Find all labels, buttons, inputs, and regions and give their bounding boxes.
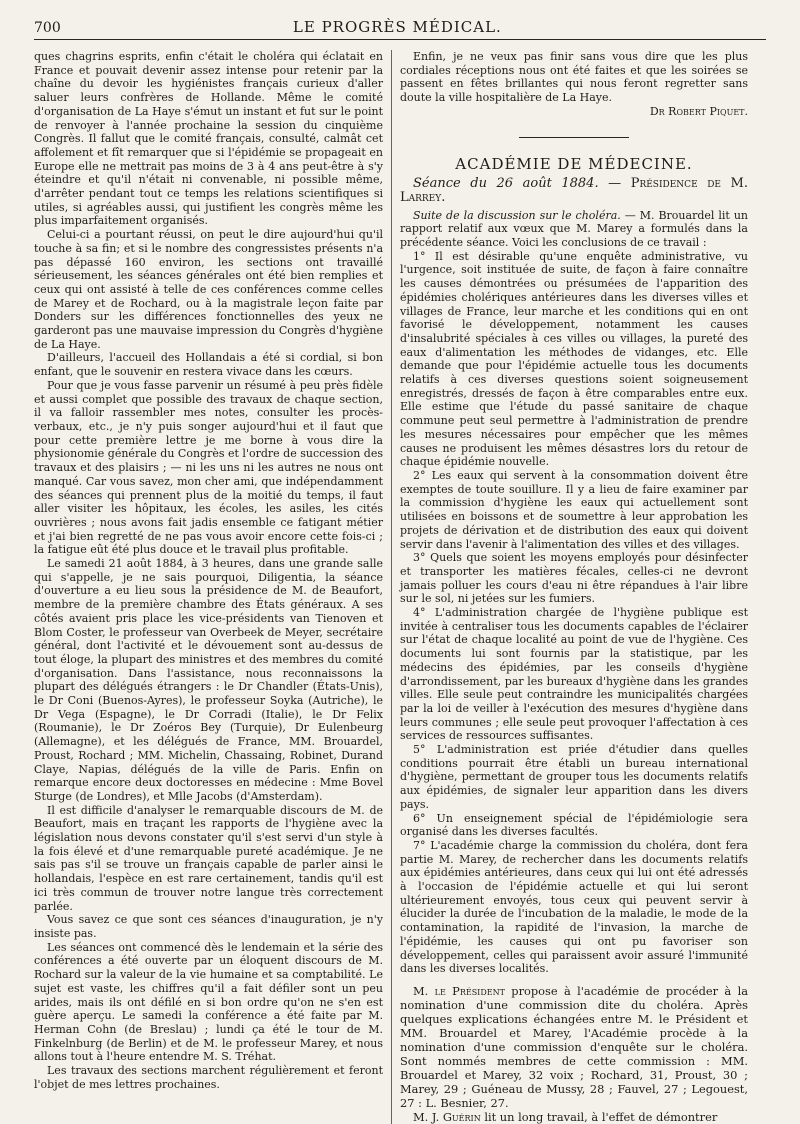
motion-paragraph <box>400 984 748 1110</box>
conclusion-item: 2° Les eaux qui servent à la consommation doivent être exemptes de toute souillure. Il y a lieu de faire examiner par la commission d'hygiène les eaux qui actuellement sont utilisées en boissons et de soumettre à leur approbation les projets de dérivation et de distribution des eaux qui doivent servir dans l'avenir à l'alimentation des villes et des villages. <box>400 468 748 551</box>
discussion-heading: Suite de la discussion sur le choléra. <box>413 208 621 222</box>
closing-text: Enfin, je ne veux pas finir sans vous dire que les plus cordiales réceptions nous ont été faites et que les soirées se passent en fêtes brillantes qui nous feront regretter sans doute la ville hospitalière de La Haye. <box>400 50 748 105</box>
final-text: lit un long travail, à l'effet de démontrer <box>484 1110 718 1124</box>
paragraph: Celui-ci a pourtant réussi, on peut le dire aujourd'hui qu'il touche à sa fin; et si le nombre des congressistes présents n'a pas dépassé 160 environ, les sections ont travaillé sérieusement, les séances générales ont été bien remplies et ceux qui ont assisté à telle de ces conférences comme celles de Marey et de Rochard, ou à la magistrale leçon faite par Donders sur les différences fonctionnelles des yeux ne garderont pas une mauvaise impression du Congrès d'hygiène de La Haye. <box>34 228 383 351</box>
left-column <box>34 50 391 1124</box>
header-rule <box>34 39 766 40</box>
conclusion-item: 1° Il est désirable qu'une enquête administrative, vu l'urgence, soit instituée de suite, de façon à faire connaître les causes démontrées ou présumées de l'apparition des épidémies cholériques antérieures dans les diverses villes et villages de France, leur marche et les conditions qui en ont favorisé le développement, notamment les causes d'insalubrité spéciales à ces villes ou villages, la pureté des eaux d'alimentation les méthodes de vidanges, etc. Elle demande que pour l'épidémie actuelle tous les documents relatifs à ces diverses questions soient soigneusement enregistrés, dressés de façon à être comparables entre eux. Elle estime que l'étude du passé sanitaire de chaque commune peut seul permettre à l'administration de prendre les mesures nécessaires pour empêcher que les mêmes causes ne produisent les mêmes désastres lors du retour de chaque épidémie nouvelle. <box>400 249 748 469</box>
paragraph: D'ailleurs, l'accueil des Hollandais a été si cordial, si bon enfant, que le souvenir en restera vivace dans les cœurs. <box>34 351 383 379</box>
seance-line <box>400 177 748 204</box>
conclusion-item: 4° L'administration chargée de l'hygiène publique est invitée à centraliser tous les documents capables de l'éclairer sur l'état de chaque localité au point de vue de l'hygiène. Ces documents lui sont fournis par la statistique, par les médecins des épidémies, par les conseils d'hygiène d'arrondissement, par les bureaux d'hygiène dans les grandes villes. Elle seule peut contraindre les municipalités chargées par la loi de veiller à l'exécution des mesures d'hygiène dans leurs communes ; elle seule peut provoquer l'affectation à ces services de ressources suffisantes. <box>400 606 748 743</box>
closing-paragraph <box>400 50 748 119</box>
conclusion-item: 7° L'académie charge la commission du choléra, dont fera partie M. Marey, de rechercher dans les documents relatifs aux épidémies antérieures, dans ceux qui lui ont été adressés à l'occasion de l'épidémie actuelle et qui lui seront ultérieurement envoyés, tous ceux qui peuvent servir à élucider la durée de l'incubation de la maladie, le mode de la contamination, la rapidité de l'invasion, la marche de l'épidémie, les causes qui ont pu favoriser son développement, celles qui paraissent avoir assuré l'immunité dans les diverses localités. <box>400 838 748 976</box>
paragraph: Il est difficile d'analyser le remarquable discours de M. de Beaufort, mais en traçant les rapports de l'hygiène avec la législation nous devons constater qu'il s'est servi d'un style à la fois élevé et d'une remarquable pureté académique. Je ne sais pas s'il se trouve un français capable de parler ainsi le hollandais, l'espèce en est rare certainement, tandis qu'il est ici très commun de trouver notre langue très correctement parlée. <box>34 803 383 913</box>
final-paragraph <box>400 1110 748 1124</box>
report-intro-text: — M. Brouardel lit un rapport relatif aux vœux que M. Marey a formulés dans la précédente séance. Voici les conclusions de ce travail : <box>400 208 748 250</box>
conclusion-item: 5° L'administration est priée d'étudier dans quelles conditions pourrait être établi un bureau international d'hygiène, permettant de grouper tous les documents relatifs aux épidémies, de signaler leur apparition dans les divers pays. <box>400 743 748 811</box>
paragraph: Vous savez ce que sont ces séances d'inauguration, je n'y insiste pas. <box>34 913 383 940</box>
report-intro <box>400 209 748 250</box>
conclusions-list <box>400 250 748 976</box>
section-title: ACADÉMIE DE MÉDECINE. <box>455 154 693 173</box>
motion-speaker: M. le Président <box>413 984 505 998</box>
paragraph: Pour que je vous fasse parvenir un résumé à peu près fidèle et aussi complet que possible des travaux de chaque section, il va falloir rassembler mes notes, consulter les procès-verbaux, etc., je n'y puis songer aujourd'hui et il faut que pour cette première lettre je me borne à vous dire la physionomie générale du Congrès et l'ordre de succession des travaux et des plaisirs ; — ni les uns ni les autres ne nous ont manqué. Car vous savez, mon cher ami, que indépendamment des séances qui prennent plus de la moitié du temps, il faut aller visiter les hôpitaux, les écoles, les asiles, les cités ouvrières ; nous avons fait jadis ensemble ce fatigant métier et j'ai bien regretté de ne pas vous avoir encore cette fois-ci ; la fatigue eût été plus douce et le travail plus profitable. <box>34 378 383 557</box>
paragraph: Les travaux des sections marchent régulièrement et feront l'objet de mes lettres prochaines. <box>34 1064 383 1091</box>
final-speaker: M. J. Guérin <box>413 1110 481 1124</box>
conclusion-item: 3° Quels que soient les moyens employés pour désinfecter et transporter les matières fécales, celles-ci ne devront jamais polluer les cours d'eau ni être répandues à l'air libre sur le sol, ni jetées sur les fumiers. <box>400 551 748 606</box>
paragraph: Les séances ont commencé dès le lendemain et la série des conférences a été ouverte par un éloquent discours de M. Rochard sur la valeur de la vie humaine et sa comptabilité. Le sujet est vaste, les chiffres qu'il a fait défiler sont un peu arides, mais ils ont défilé en si bon ordre qu'on ne s'en est guère aperçu. Le samedi la conférence a été faite par M. Herman Cohn (de Breslau) ; lundi ça été le tour de M. Finkelnburg (de Berlin) et de M. le professeur Marey, et nous allons tout à l'heure entendre M. S. Tréhat. <box>34 940 383 1064</box>
two-column-body <box>34 50 766 1124</box>
paragraph: Le samedi 21 août 1884, à 3 heures, dans une grande salle qui s'appelle, je ne sais pourquoi, Diligentia, la séance d'ouverture a eu lieu sous la présidence de M. de Beaufort, membre de la première chambre des États généraux. A ses côtés avaient pris place les vice-présidents van Tienoven et Blom Coster, le professeur van Overbeek de Meyer, secrétaire général, dont l'activité et le dévouement sont au-dessus de tout éloge, la plupart des ministres et des membres du comité d'organisation. Dans l'assistance, nous reconnaissons la plupart des délégués étrangers : le Dr Chandler (États-Unis), le Dr Coni (Buenos-Ayres), le professeur Soyka (Autriche), le Dr Vega (Espagne), le Dr Corradi (Italie), le Dr Felix (Roumanie), le Dr Zoéros Bey (Turquie), Dr Eulenbeurg (Allemagne), et les délégués de France, MM. Brouardel, Proust, Rochard ; MM. Michelin, Chassaing, Robinet, Durand Claye, Napias, délégués de la ville de Paris. Enfin on remarque encore deux doctoresses en médecine : Mme Bovel Sturge (de Londres), et Mlle Jacobs (d'Amsterdam). <box>34 557 383 803</box>
page-number: 700 <box>34 20 61 36</box>
section-separator <box>519 137 629 138</box>
motion-text: propose à l'académie de procéder à la nomination d'une commission dite du choléra. Après quelques explications échangées entre M. le Président et MM. Brouardel et Marey, l'Académie procède à la nomination d'une commission d'enquête sur le choléra. Sont nommés membres de cette commission : MM. Brouardel et Marey, 32 voix ; Rochard, 31, Proust, 30 ; Marey, 29 ; Guéneau de Mussy, 28 ; Fauvel, 27 ; Legouest, 27 : L. Besnier, 27. <box>400 984 749 1110</box>
conclusion-item: 6° Un enseignement spécial de l'épidémiologie sera organisé dans les diverses facultés. <box>400 811 748 839</box>
paragraph: ques chagrins esprits, enfin c'était le choléra qui éclatait en France et pouvait devenir assez intense pour retenir par la chaîne du devoir les hygiénistes français curieux d'aller saluer leurs confrères de Hollande. Même le comité d'organisation de La Haye s'émut un instant et fut sur le point de renvoyer à l'année prochaine la session du cinquième Congrès. Il fallut que le comité français, consulté, calmât cet affolement et fît remarquer que si l'épidémie se propageait en Europe elle ne mettrait pas moins de 3 à 4 ans peut-être à s'y éteindre et qu'il n'était ni convenable, ni possible même, d'arrêter pendant tout ce temps les relations scientifiques si utiles, si agréables aussi, qui justifient les congrès même les plus imparfaitement organisés. <box>34 50 383 228</box>
running-header <box>34 18 766 36</box>
signature: Dr Robert Piquet. <box>649 104 748 118</box>
presidence: — Présidence de M. Larrey. <box>400 176 748 205</box>
right-column <box>391 50 748 1124</box>
seance-date: Séance du 26 août 1884. <box>413 176 599 192</box>
journal-title: LE PROGRÈS MÉDICAL. <box>292 18 502 36</box>
